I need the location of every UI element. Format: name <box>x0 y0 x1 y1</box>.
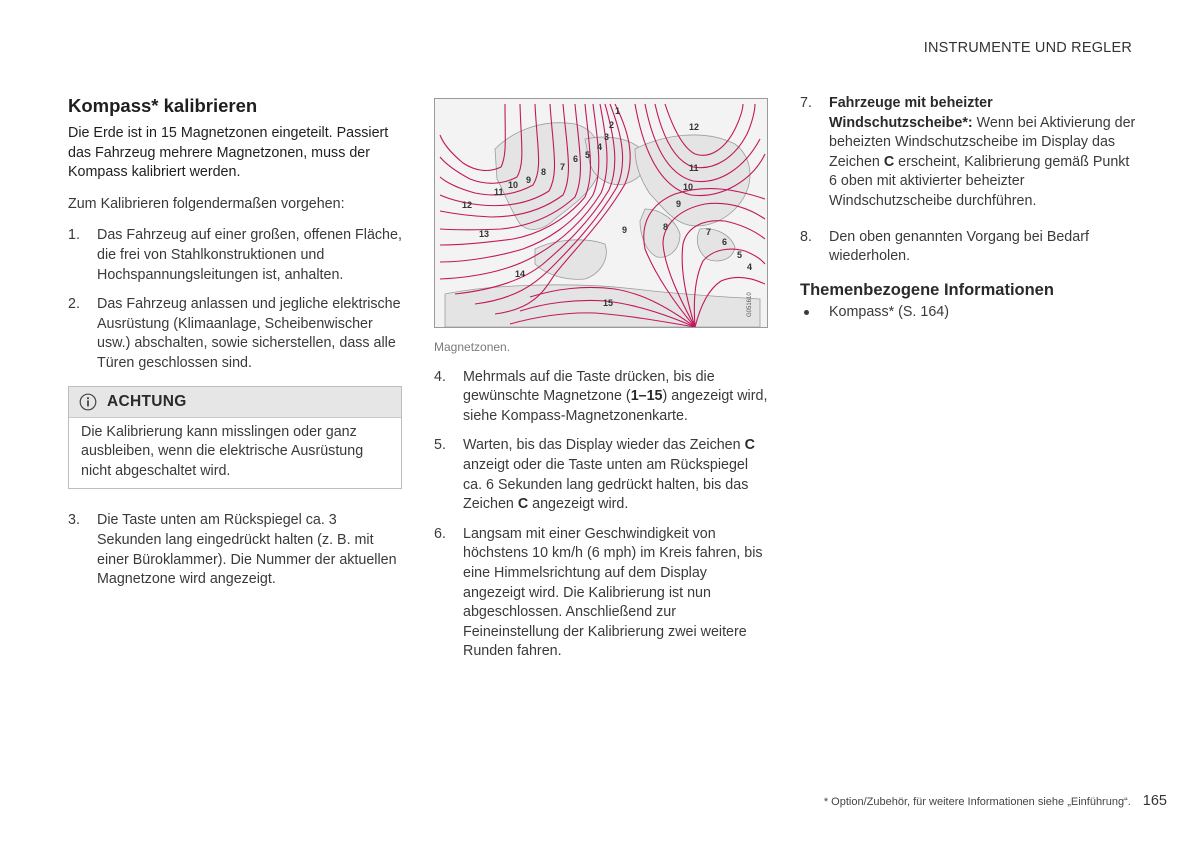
svg-text:5: 5 <box>585 150 591 160</box>
step-text-end: ) angezeigt wird, siehe Kompass-Magnetzonenkarte. <box>463 388 768 424</box>
step-text-end: erscheint, Kalibrierung gemäß Punkt 6 oben mit aktivierter beheizter Windschutzscheibe durchführen. <box>829 153 1130 209</box>
image-code: G051610 <box>747 292 753 317</box>
svg-text:11: 11 <box>689 163 699 173</box>
svg-text:4: 4 <box>597 142 603 152</box>
step-text: Die Taste unten am Rückspiegel ca. 3 Sekunden lang eingedrückt halten (z. B. mit einer Büroklammer). Die Nummer der aktuellen Magnetzone wird angezeigt. <box>97 512 397 588</box>
svg-text:13: 13 <box>479 229 490 239</box>
svg-text:6: 6 <box>573 154 579 164</box>
display-symbol: C <box>883 153 895 170</box>
svg-text:15: 15 <box>603 298 614 308</box>
step-text: Warten, bis das Display wieder das Zeichen <box>463 437 745 454</box>
related-link[interactable]: Kompass* (S. 164) <box>829 304 949 321</box>
related-info-title: Themenbezogene Informationen <box>800 280 1054 299</box>
page-footer <box>824 793 1167 809</box>
display-symbol: C <box>517 496 529 513</box>
svg-text:8: 8 <box>541 167 547 177</box>
steps-list-4 <box>800 94 1136 267</box>
svg-text:3: 3 <box>604 132 610 142</box>
step-number: 5. <box>434 437 446 454</box>
step-8 <box>800 228 1136 267</box>
zone-map-graphic <box>435 99 767 327</box>
column-right <box>800 94 1136 323</box>
svg-text:5: 5 <box>737 250 743 260</box>
lead-paragraph: Zum Kalibrieren folgendermaßen vorgehen: <box>68 195 345 212</box>
related-link-item[interactable] <box>800 303 1136 323</box>
step-text: Das Fahrzeug auf einer großen, offenen Fläche, die frei von Stahlkonstruktionen und Hochspannungsleitungen ist, anhalten. <box>97 227 402 283</box>
map-caption: Magnetzonen. <box>434 340 511 354</box>
step-text: Mehrmals auf die Taste drücken, bis die gewünschte Magnetzone ( <box>463 368 715 405</box>
magnetic-zone-map <box>434 98 768 328</box>
step-number: 1. <box>68 227 80 244</box>
svg-text:4: 4 <box>747 262 753 272</box>
svg-text:9: 9 <box>526 175 532 185</box>
caution-header <box>69 387 401 418</box>
column-left <box>68 94 402 600</box>
step-number: 8. <box>800 228 812 245</box>
step-text: Den oben genannten Vorgang bei Bedarf wiederholen. <box>829 228 1089 265</box>
svg-text:1: 1 <box>615 106 621 116</box>
step-number: 2. <box>68 296 80 313</box>
intro-paragraph: Die Erde ist in 15 Magnetzonen eingeteilt. Passiert das Fahrzeug mehrere Magnetzonen, muss der Kompass kalibriert werden. <box>68 125 389 181</box>
step-number: 7. <box>800 95 812 111</box>
svg-text:14: 14 <box>515 269 526 279</box>
svg-text:9: 9 <box>676 199 682 209</box>
page-number: 165 <box>1142 793 1167 809</box>
step-text-end: angezeigt wird. <box>528 496 629 513</box>
svg-text:6: 6 <box>722 237 728 247</box>
step-text: Langsam mit einer Geschwindigkeit von höchstens 10 km/h (6 mph) im Kreis fahren, bis eine Himmelsrichtung auf dem Display angezeigt wird. Die Kalibrierung ist nun abgeschlossen. Anschließend zur Feineinstellung der Kalibrierung zwei weitere Runden fahren. <box>463 525 763 660</box>
step-text: Das Fahrzeug anlassen und jegliche elektrische Ausrüstung (Klimaanlage, Scheibenwischer usw.) abschalten, sowie sicherstellen, dass alle Türen geschlossen sind. <box>97 296 401 371</box>
step-2 <box>68 295 402 373</box>
step-number: 6. <box>434 525 446 542</box>
step-7 <box>800 94 1136 212</box>
caution-text: Die Kalibrierung kann misslingen oder ganz ausbleiben, wenn die elektrische Ausrüstung nicht abgeschaltet wird. <box>81 423 364 479</box>
zone-range: 1–15 <box>630 388 663 405</box>
section-title: Kompass* kalibrieren <box>68 95 258 116</box>
step-number: 3. <box>68 512 80 529</box>
svg-text:12: 12 <box>689 122 700 132</box>
steps-list-3 <box>434 368 770 662</box>
step-6 <box>434 525 770 662</box>
svg-text:7: 7 <box>560 162 566 172</box>
svg-text:10: 10 <box>683 182 694 192</box>
step-number: 4. <box>434 368 446 385</box>
step-4 <box>434 368 770 427</box>
step-text: Wenn bei Aktivierung der beheizten Windschutzscheibe im Display das Zeichen <box>829 114 1136 170</box>
step-text-mid: anzeigt oder die Taste unten am Rückspiegel ca. 6 Sekunden lang gedrückt halten, bis das Zeichen <box>463 456 749 513</box>
svg-text:9: 9 <box>622 225 628 235</box>
svg-text:12: 12 <box>462 200 473 210</box>
steps-list-2 <box>68 511 402 589</box>
footnote: * Option/Zubehör, für weitere Informationen siehe „Einführung“. <box>823 796 1131 808</box>
svg-text:8: 8 <box>663 222 669 232</box>
step-heading: Fahrzeuge mit beheizter Windschutzscheibe*: <box>829 95 993 131</box>
running-header: INSTRUMENTE UND REGLER <box>923 40 1132 56</box>
step-3 <box>68 511 402 589</box>
steps-list-1 <box>68 226 402 373</box>
svg-text:2: 2 <box>609 120 615 130</box>
column-middle <box>434 98 770 672</box>
info-circle-icon <box>79 393 97 411</box>
caution-box <box>68 386 402 490</box>
svg-text:11: 11 <box>494 187 504 197</box>
bullet-icon <box>804 310 809 315</box>
step-1 <box>68 226 402 285</box>
display-symbol: C <box>744 437 755 454</box>
step-5 <box>434 436 770 514</box>
svg-text:7: 7 <box>706 227 712 237</box>
caution-title: ACHTUNG <box>107 392 187 410</box>
svg-text:10: 10 <box>508 180 519 190</box>
